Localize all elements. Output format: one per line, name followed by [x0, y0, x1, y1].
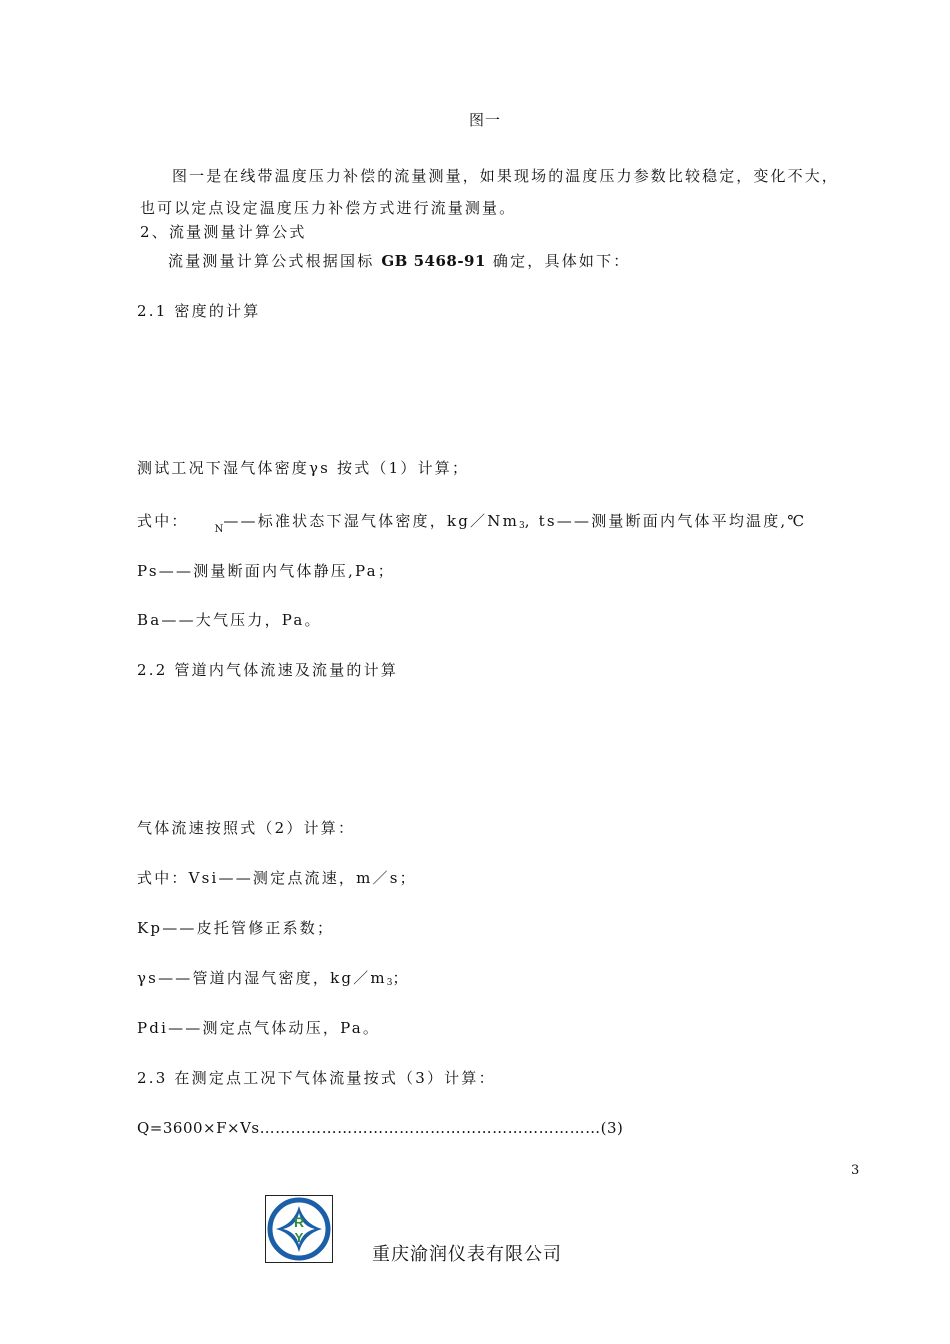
def-gamma-suffix: ； — [392, 969, 410, 987]
svg-text:R: R — [293, 1214, 305, 1230]
subscript-n: N — [214, 524, 224, 535]
standard-text-after: 确定，具体如下： — [492, 252, 631, 270]
def-ts: , ts——测量断面内气体平均温度,℃ — [524, 512, 807, 530]
def-pdi: Pdi——测定点气体动压，Pa。 — [137, 1019, 381, 1037]
section-2-heading: 2、流量测量计算公式 — [140, 223, 307, 241]
section-2-2-heading: 2.2 管道内气体流速及流量的计算 — [137, 661, 399, 679]
def-rho-n: ——标准状态下湿气体密度，kg／Nm — [223, 512, 520, 530]
def-vsi: 式中：Vsi——测定点流速，m／s； — [137, 869, 417, 887]
svg-text:Y: Y — [294, 1230, 304, 1245]
section-2-standard-line — [168, 251, 631, 271]
intro-paragraph — [140, 160, 852, 224]
company-name: 重庆渝润仪表有限公司 — [372, 1244, 562, 1265]
def-gamma-exponent: 3 — [386, 978, 393, 988]
velocity-formula-intro: 气体流速按照式（2）计算： — [137, 819, 356, 837]
page-number: 3 — [851, 1163, 860, 1178]
section-2-1-heading: 2.1 密度的计算 — [137, 302, 261, 320]
company-logo — [265, 1195, 333, 1263]
standard-text-before: 流量测量计算公式根据国标 — [168, 252, 375, 270]
logo-graphic — [266, 1196, 332, 1262]
def-kp: Kp——皮托管修正系数； — [137, 919, 335, 937]
flow-formula: Q=3600×F×Vs…………………………………………………………(3) — [137, 1119, 624, 1137]
density-definitions-line — [137, 511, 806, 534]
intro-text: 图一是在线带温度压力补偿的流量测量，如果现场的温度压力参数比较稳定，变化不大，也可以定点设定温度压力补偿方式进行流量测量。 — [140, 167, 839, 217]
where-prefix: 式中： — [137, 512, 189, 530]
density-formula-intro: 测试工况下湿气体密度γs 按式（1）计算； — [137, 459, 470, 477]
def-ba: Ba——大气压力，Pa。 — [137, 611, 322, 629]
def-gamma-text: γs——管道内湿气密度，kg／m — [137, 969, 387, 987]
section-2-3-heading: 2.3 在测定点工况下气体流量按式（3）计算： — [137, 1069, 496, 1087]
def-ps: Ps——测量断面内气体静压,Pa； — [137, 562, 395, 580]
standard-code: GB 5468-91 — [381, 252, 486, 270]
def-gamma — [137, 968, 410, 991]
figure-caption: 图一 — [469, 111, 502, 129]
unit-exponent: 3 — [519, 521, 525, 531]
